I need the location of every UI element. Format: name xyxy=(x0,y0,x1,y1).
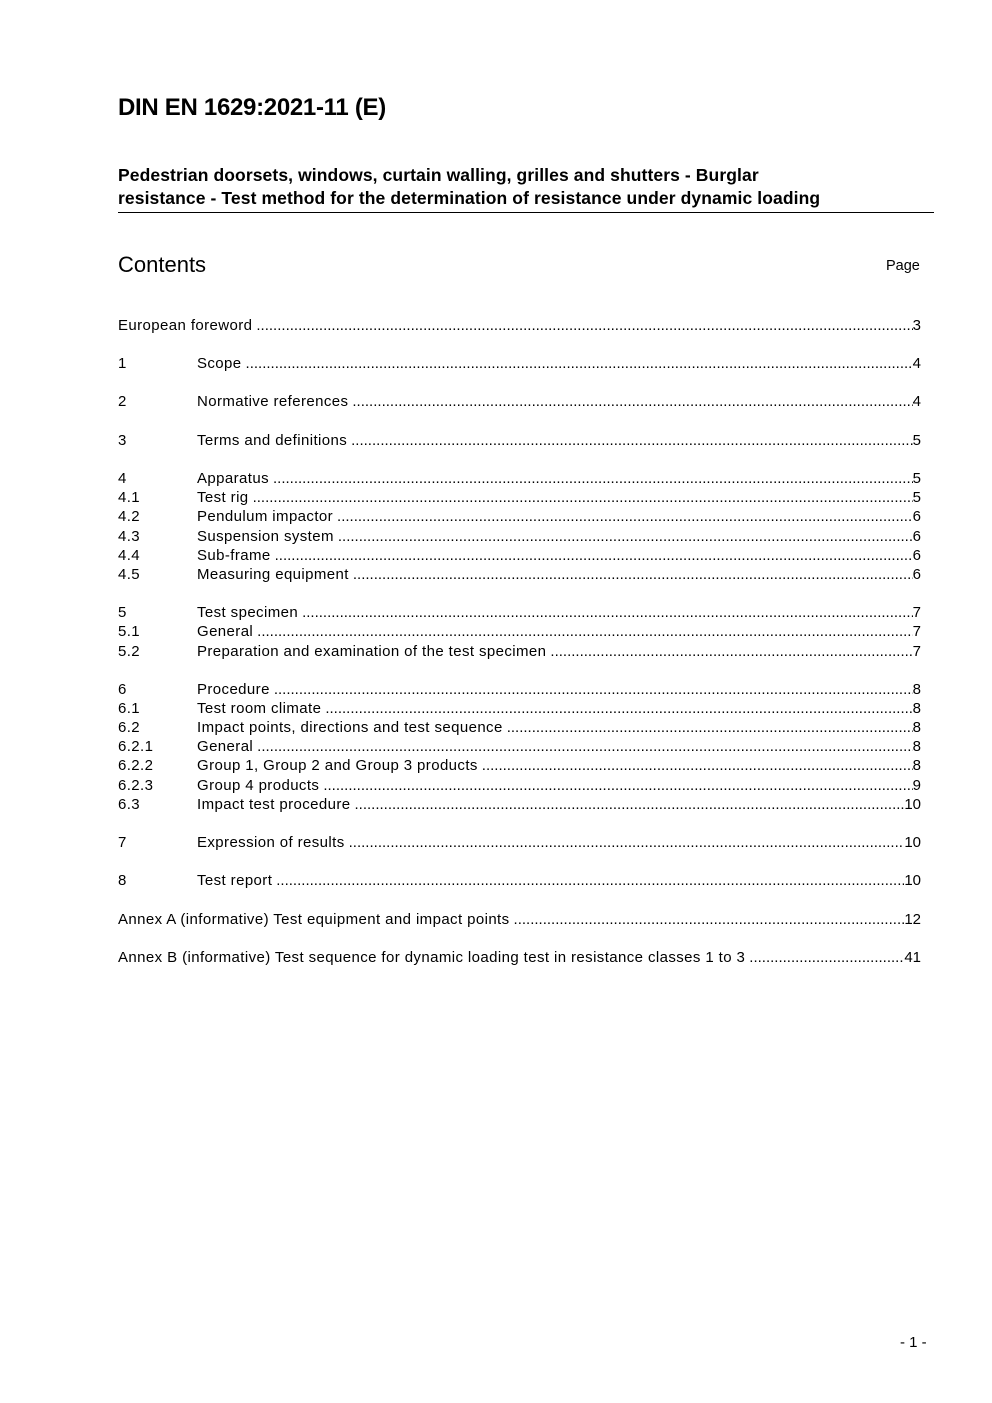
toc-entry-number: 5.1 xyxy=(118,623,141,640)
toc-entry-title: European foreword xyxy=(118,317,253,334)
toc-entry-page: 6 xyxy=(912,547,921,564)
toc-entry-number: 6.2 xyxy=(118,719,141,736)
toc-leader-dots xyxy=(302,603,913,622)
toc-entry-title: Test room climate xyxy=(197,700,322,717)
toc-entry[interactable] xyxy=(118,776,921,795)
toc-leader-dots xyxy=(323,776,912,795)
toc-entry[interactable] xyxy=(118,469,921,488)
toc-entry-page: 10 xyxy=(904,872,921,889)
toc-leader-dots xyxy=(353,565,913,584)
toc-entry-number: 6.2.1 xyxy=(118,738,154,755)
toc-entry-number: 4.5 xyxy=(118,566,141,583)
toc-entry[interactable] xyxy=(118,871,921,890)
toc-entry-title: Test specimen xyxy=(197,604,299,621)
toc-entry-title: Group 4 products xyxy=(197,777,320,794)
toc-entry[interactable] xyxy=(118,527,921,546)
toc-entry[interactable] xyxy=(118,680,921,699)
toc-entry-page: 12 xyxy=(904,911,921,928)
toc-leader-dots xyxy=(275,546,913,565)
toc-entry[interactable] xyxy=(118,354,921,373)
toc-entry-title: Preparation and examination of the test specimen xyxy=(197,643,547,660)
document-title-line-1: Pedestrian doorsets, windows, curtain walling, grilles and shutters - Burglar xyxy=(118,165,759,185)
toc-leader-dots xyxy=(325,699,912,718)
page-column-heading: Page xyxy=(886,258,920,274)
toc-entry-title: General xyxy=(197,623,254,640)
toc-entry-number: 6.2.3 xyxy=(118,777,154,794)
document-title xyxy=(118,164,934,213)
toc-entry-title: Normative references xyxy=(197,393,349,410)
toc-entry-page: 6 xyxy=(912,508,921,525)
toc-entry-page: 7 xyxy=(912,604,921,621)
toc-entry[interactable] xyxy=(118,565,921,584)
toc-entry[interactable] xyxy=(118,948,921,967)
toc-entry[interactable] xyxy=(118,546,921,565)
toc-entry[interactable] xyxy=(118,795,921,814)
toc-entry-title: Pendulum impactor xyxy=(197,508,334,525)
toc-entry-page: 9 xyxy=(912,777,921,794)
toc-entry[interactable] xyxy=(118,316,921,335)
toc-entry-title: Measuring equipment xyxy=(197,566,349,583)
toc-entry-page: 8 xyxy=(912,757,921,774)
toc-entry-number: 1 xyxy=(118,355,127,372)
toc-entry-title: General xyxy=(197,738,254,755)
toc-entry[interactable] xyxy=(118,699,921,718)
toc-leader-dots xyxy=(351,431,913,450)
toc-entry[interactable] xyxy=(118,833,921,852)
toc-leader-dots xyxy=(257,737,912,756)
toc-entry-title: Impact points, directions and test sequence xyxy=(197,719,503,736)
toc-entry-title: Apparatus xyxy=(197,470,269,487)
toc-entry-number: 8 xyxy=(118,872,127,889)
toc-entry-number: 6.1 xyxy=(118,700,141,717)
toc-entry[interactable] xyxy=(118,737,921,756)
toc-entry-title: Test report xyxy=(197,872,273,889)
toc-entry[interactable] xyxy=(118,603,921,622)
toc-leader-dots xyxy=(274,680,913,699)
toc-entry-number: 4.1 xyxy=(118,489,141,506)
toc-entry-number: 4.4 xyxy=(118,547,141,564)
toc-entry-page: 6 xyxy=(912,566,921,583)
toc-entry-number: 2 xyxy=(118,393,127,410)
toc-leader-dots xyxy=(354,795,904,814)
toc-entry-page: 3 xyxy=(912,317,921,334)
toc-entry-number: 4.3 xyxy=(118,528,141,545)
toc-entry-title: Group 1, Group 2 and Group 3 products xyxy=(197,757,478,774)
page-number: - 1 - xyxy=(900,1334,927,1351)
toc-entry-title: Scope xyxy=(197,355,242,372)
toc-entry-page: 7 xyxy=(912,623,921,640)
toc-leader-dots xyxy=(338,527,913,546)
toc-leader-dots xyxy=(246,354,913,373)
toc-leader-dots xyxy=(276,871,904,890)
toc-entry-number: 5 xyxy=(118,604,127,621)
toc-leader-dots xyxy=(337,507,913,526)
toc-entry-title: Impact test procedure xyxy=(197,796,351,813)
toc-entry-page: 6 xyxy=(912,528,921,545)
toc-entry-number: 6.2.2 xyxy=(118,757,154,774)
toc-entry-number: 6 xyxy=(118,681,127,698)
toc-entry-page: 41 xyxy=(904,949,921,966)
toc-entry-title: Suspension system xyxy=(197,528,334,545)
toc-entry[interactable] xyxy=(118,910,921,929)
toc-entry-page: 10 xyxy=(904,834,921,851)
toc-entry-page: 8 xyxy=(912,681,921,698)
toc-entry-page: 4 xyxy=(912,393,921,410)
toc-leader-dots xyxy=(349,833,905,852)
toc-leader-dots xyxy=(749,948,904,967)
toc-leader-dots xyxy=(507,718,913,737)
toc-entry-number: 6.3 xyxy=(118,796,141,813)
toc-leader-dots xyxy=(273,469,913,488)
toc-entry-number: 3 xyxy=(118,432,127,449)
toc-leader-dots xyxy=(352,392,912,411)
toc-entry[interactable] xyxy=(118,431,921,450)
toc-entry[interactable] xyxy=(118,718,921,737)
toc-leader-dots xyxy=(514,910,905,929)
toc-entry-number: 4.2 xyxy=(118,508,141,525)
toc-leader-dots xyxy=(253,488,913,507)
toc-leader-dots xyxy=(482,756,913,775)
toc-leader-dots xyxy=(550,642,912,661)
toc-entry[interactable] xyxy=(118,756,921,775)
toc-leader-dots xyxy=(256,316,912,335)
toc-entry[interactable] xyxy=(118,392,921,411)
toc-leader-dots xyxy=(257,622,912,641)
toc-entry-page: 10 xyxy=(904,796,921,813)
toc-entry-page: 8 xyxy=(912,700,921,717)
toc-entry-title: Annex B (informative) Test sequence for dynamic loading test in resistance classes 1 to 3 xyxy=(118,949,746,966)
contents-heading: Contents xyxy=(118,252,207,277)
toc-entry-title: Test rig xyxy=(197,489,249,506)
toc-entry-number: 5.2 xyxy=(118,643,141,660)
toc-entry-number: 4 xyxy=(118,470,127,487)
toc-entry-title: Terms and definitions xyxy=(197,432,348,449)
toc-entry[interactable] xyxy=(118,622,921,641)
toc-entry[interactable] xyxy=(118,507,921,526)
toc-entry-page: 5 xyxy=(912,432,921,449)
toc-entry-title: Annex A (informative) Test equipment and impact points xyxy=(118,911,510,928)
toc-entry-page: 5 xyxy=(912,489,921,506)
toc-entry-title: Sub-frame xyxy=(197,547,271,564)
document-title-line-2: resistance - Test method for the determination of resistance under dynamic loading xyxy=(118,188,821,208)
toc-entry[interactable] xyxy=(118,488,921,507)
toc-entry-page: 8 xyxy=(912,738,921,755)
document-id: DIN EN 1629:2021-11 (E) xyxy=(118,94,386,121)
toc-entry-page: 4 xyxy=(912,355,921,372)
toc-entry-page: 5 xyxy=(912,470,921,487)
toc-entry[interactable] xyxy=(118,642,921,661)
toc-entry-page: 8 xyxy=(912,719,921,736)
toc-entry-title: Procedure xyxy=(197,681,270,698)
toc-entry-page: 7 xyxy=(912,643,921,660)
toc-entry-title: Expression of results xyxy=(197,834,345,851)
toc-entry-number: 7 xyxy=(118,834,127,851)
